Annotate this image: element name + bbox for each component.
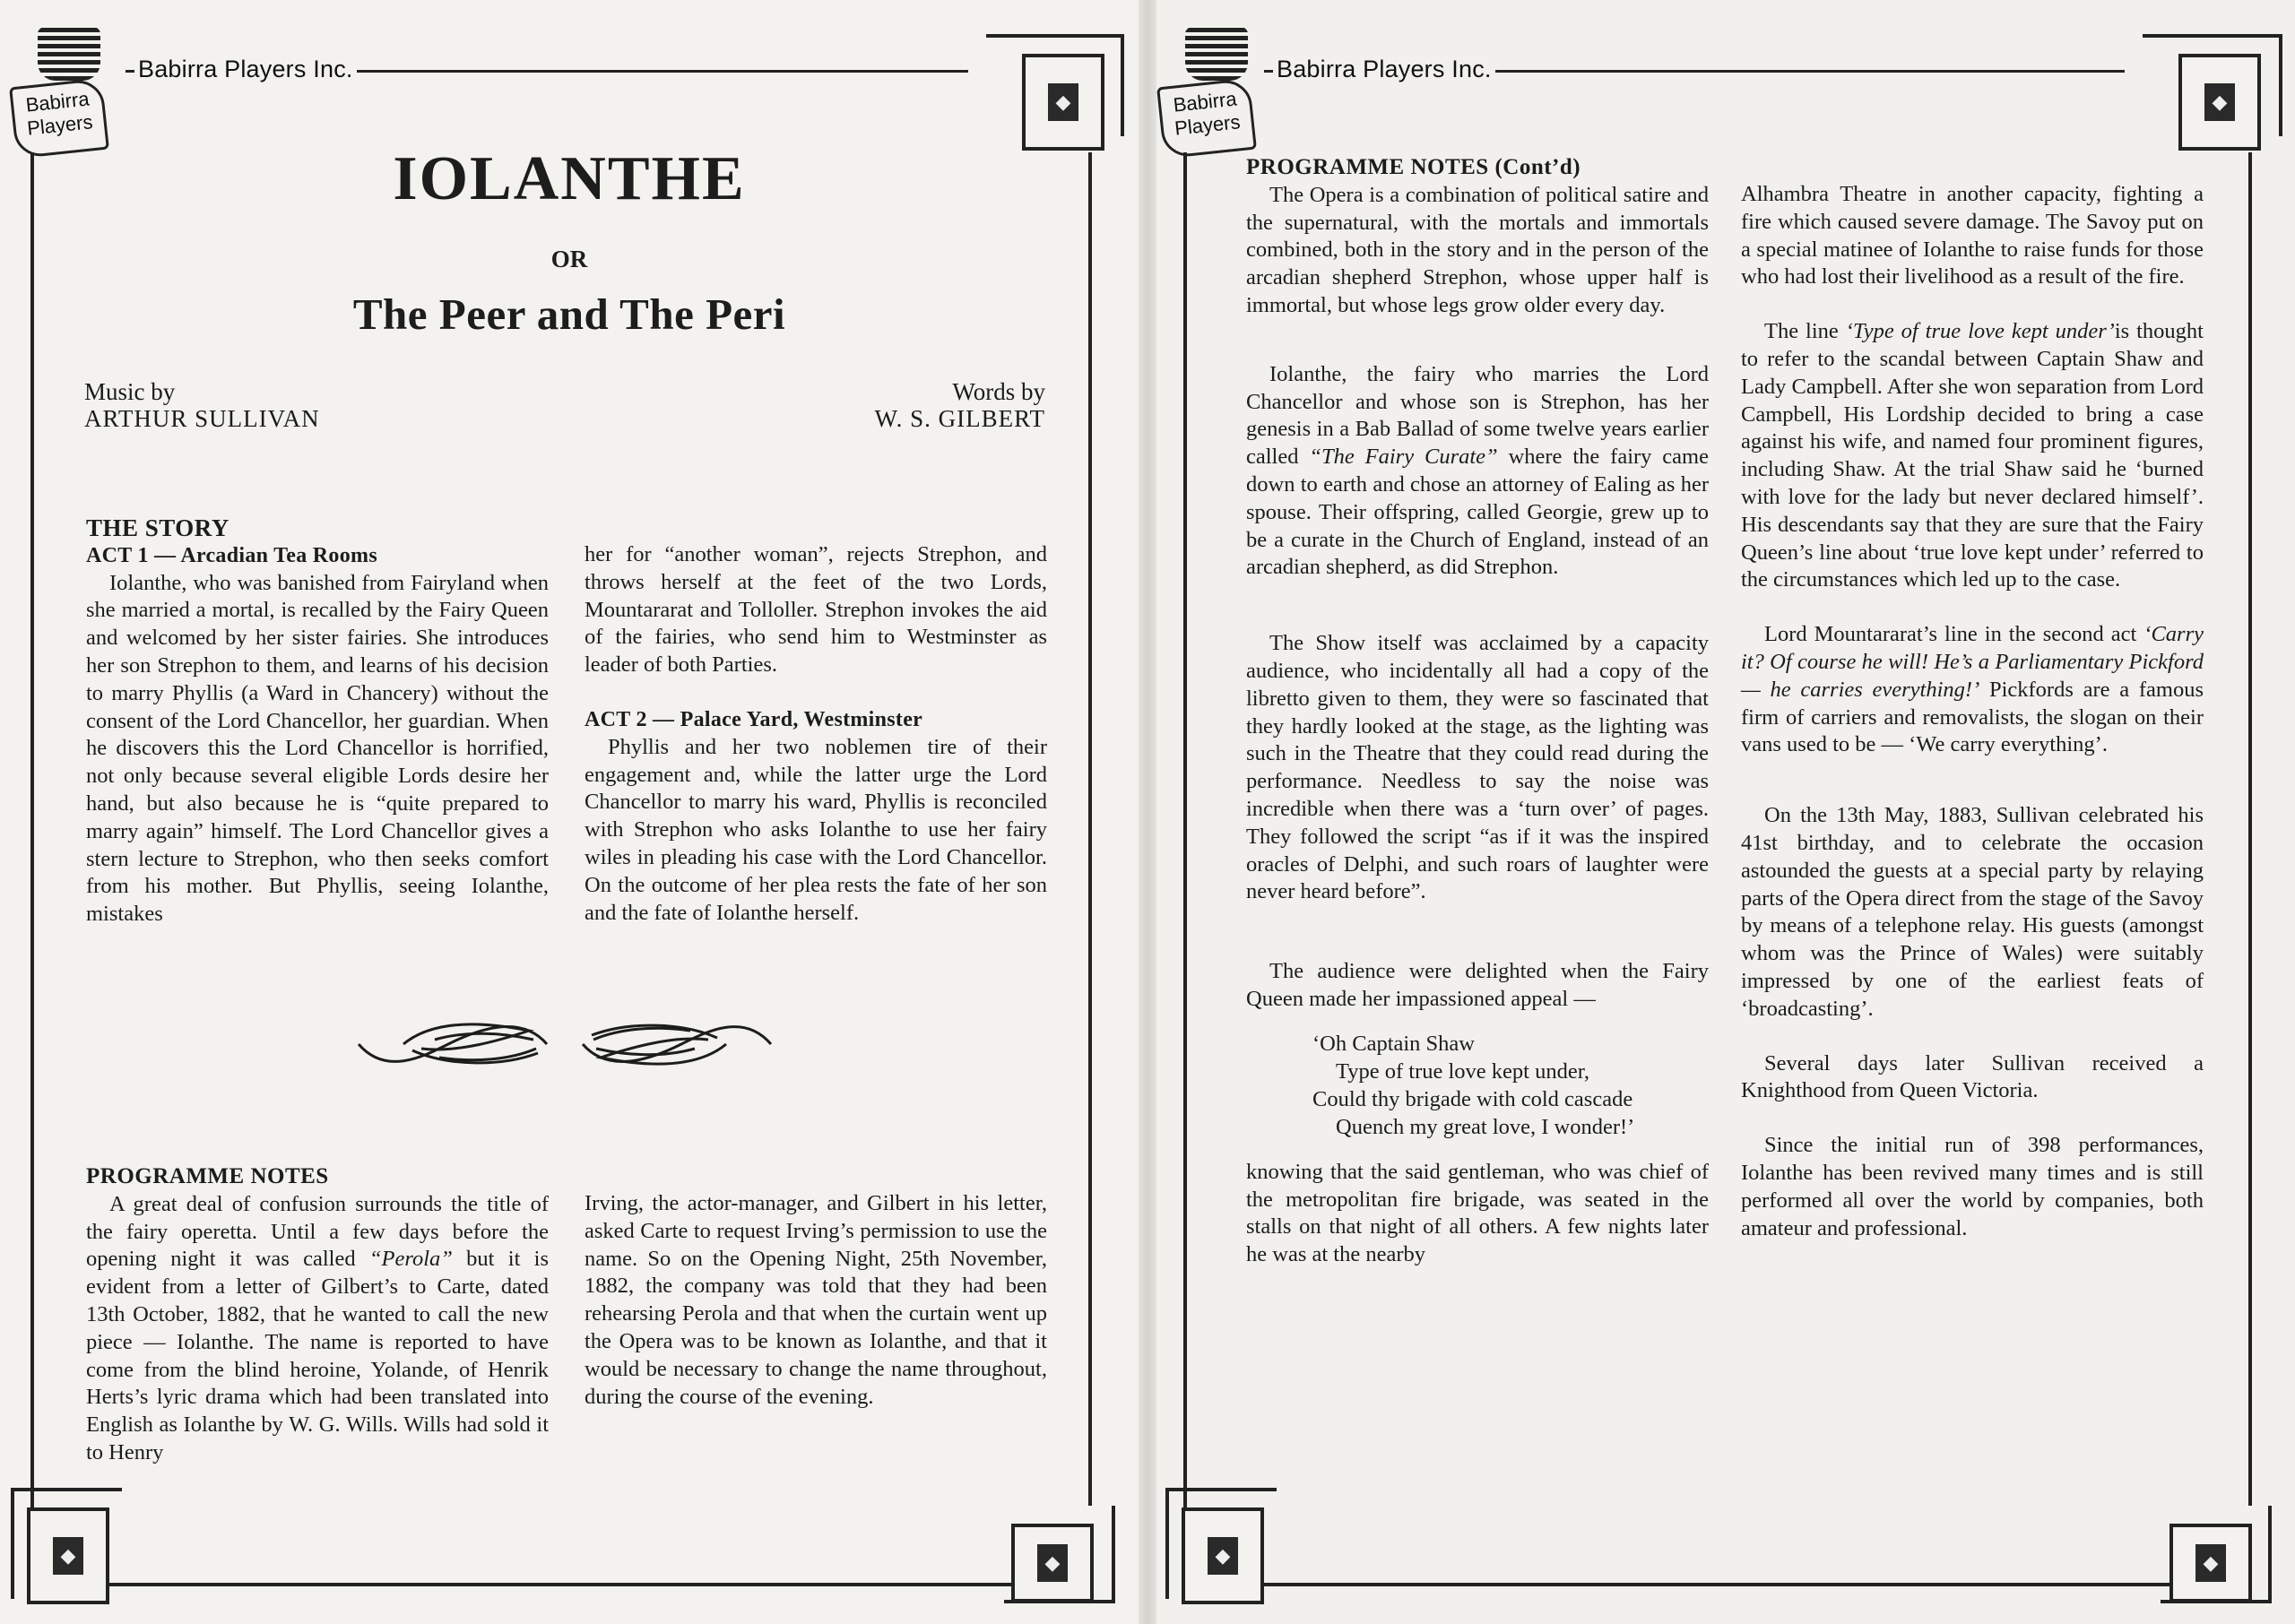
perola-title: “Perola” — [368, 1247, 453, 1272]
programme-notes-cont-heading: PROGRAMME NOTES (Cont’d) — [1246, 155, 1581, 179]
left-page — [0, 0, 1139, 1624]
corner-ornament-bottom-left — [27, 1507, 109, 1604]
fairy-curate-title: “The Fairy Curate” — [1309, 445, 1498, 470]
story-column-2 — [585, 541, 1047, 927]
logo-scroll: Babirra Players — [9, 78, 109, 159]
page-gutter — [1139, 0, 1156, 1624]
act1-heading: ACT 1 — Arcadian Tea Rooms — [86, 543, 377, 567]
notes-paragraph-6: Alhambra Theatre in another capacity, fighting a fire which caused severe damage. The Savoy put on a special matinee of Iolanthe to raise funds for those who had lost their livelihood as a result of the fire. — [1741, 182, 2204, 289]
captain-shaw-verse — [1312, 1030, 1709, 1141]
quote-carry-it: ‘Carry it? Of course he will! He’s a Parliamentary Pickford — he carries everything!’ — [1741, 622, 2204, 702]
notes-paragraph-10: Several days later Sullivan received a Knighthood from Queen Victoria. — [1741, 1050, 2204, 1103]
corner-ornament-top-right — [2178, 54, 2261, 151]
words-label: Words by — [952, 378, 1045, 405]
notes-column-2 — [585, 1190, 1047, 1411]
diamond-icon: ◆ — [53, 1537, 83, 1575]
story-heading: THE STORY — [86, 514, 230, 541]
corner-ornament-bottom-right — [1011, 1524, 1094, 1602]
notes-paragraph-8: Lord Mountararat’s line in the second act ‘Carry it? Of course he will! He’s a Parliamentary Pickford — he carries everything!’ Pickfords are a famous firm of carriers and removalists, the slogan on their vans used to be — ‘We carry everything’. — [1741, 622, 2204, 757]
page-title: IOLANTHE — [393, 144, 746, 213]
notes-cont-column-2 — [1741, 181, 2204, 1242]
notes-paragraph-11: Since the initial run of 398 performances, Iolanthe has been revived many times and is still performed all over the world by companies, both amateur and professional. — [1741, 1133, 2204, 1240]
subtitle: The Peer and The Peri — [352, 289, 786, 339]
theatre-masks-icon — [1185, 27, 1248, 81]
brand-name: Babirra Players Inc. — [134, 56, 357, 83]
notes-cont-column-1 — [1246, 154, 1709, 1269]
title-or: OR — [550, 246, 588, 272]
notes-paragraph-5: knowing that the said gentleman, who was chief of the metropolitan fire brigade, was seated in the stalls on that night of all others. A few nights later he was at the nearby — [1246, 1159, 1709, 1267]
verse-line: Type of true love kept under, — [1336, 1058, 1590, 1084]
verse-line: Could thy brigade with cold cascade — [1312, 1086, 1633, 1111]
babirra-logo — [0, 27, 134, 148]
logo-scroll: Babirra Players — [1156, 78, 1257, 159]
verse-line: ‘Oh Captain Shaw — [1312, 1031, 1475, 1056]
notes-column-1 — [86, 1163, 549, 1467]
corner-ornament-top-right — [1022, 54, 1104, 151]
theatre-masks-icon — [38, 27, 100, 81]
music-composer: ARTHUR SULLIVAN — [84, 405, 320, 432]
diamond-icon: ◆ — [1208, 1537, 1238, 1575]
notes-paragraph-4: The audience were delighted when the Fairy Queen made her impassioned appeal — — [1246, 959, 1709, 1011]
quote-type-of-true-love: ‘Type of true love kept under’ — [1845, 319, 2115, 344]
act2-text: Phyllis and her two noblemen tire of their engagement and, while the latter urge the Lord Chancellor to marry his ward, Phyllis is reconciled with Strephon who asks Iolanthe to use her fairy wiles in pleading his case with the Lord Chancellor. On the outcome of her plea rests the fate of her son and the fate of Iolanthe herself. — [585, 734, 1047, 925]
notes-paragraph-7: The line ‘Type of true love kept under’is thought to refer to the scandal between Captain Shaw and Lady Campbell. After she won separation from Lord Campbell, His Lordship decided to bring a case against his wife, and named four prominent figures, including Shaw. At the trial Shaw said he ‘burned with love for the lady but never declared himself’. His descendants say that they are sure that the Fairy Queen’s line about ‘true love kept under’ referred to the circumstances which led up to the case. — [1741, 319, 2204, 592]
right-page — [1156, 0, 2295, 1624]
programme-notes-heading: PROGRAMME NOTES — [86, 1164, 329, 1188]
verse-line: Quench my great love, I wonder!’ — [1336, 1114, 1635, 1139]
notes-text-part1: A great deal of confusion surrounds the title of the fairy operetta. Until a few days before the opening night it was called “Perola” but it is evident from a letter of Gilbert’s to Carte, dated 13th October, 1882, that he wanted to call the new piece — Iolanthe. The name is reported to have come from the blind heroine, Yolande, of Henrik Herts’s lyric drama which had been translated into English as Iolanthe by W. G. Wills. Wills had sold it to Henry — [86, 1191, 549, 1464]
babirra-logo — [1148, 27, 1282, 148]
corner-ornament-bottom-right — [2169, 1524, 2252, 1602]
notes-paragraph-9: On the 13th May, 1883, Sullivan celebrated his 41st birthday, and to celebrate the occasion astounded the guests at a special party by relaying parts of the Opera direct from the stage of the Savoy by means of a telephone relay. His guests (amongst whom was the Prince of Wales) were suitably impressed by one of the earliest feats of ‘broadcasting’. — [1741, 803, 2204, 1021]
brand-name: Babirra Players Inc. — [1273, 56, 1495, 83]
act1-text-part1: Iolanthe, who was banished from Fairyland when she married a mortal, is recalled by the Fairy Queen and welcomed by her sister fairies. She introduces her son Strephon to them, and learns of his decision to marry Phyllis (a Ward in Chancery) without the consent of the Lord Chancellor, her guardian. When he discovers this the Lord Chancellor is horrified, not only because several eligible Lords desire her hand, but also because he is “quite prepared to marry again” himself. The Lord Chancellor gives a stern lecture to Strephon, who then seeks comfort from his mother. But Phyllis, seeing Iolanthe, mistakes — [86, 570, 549, 927]
music-label: Music by — [84, 378, 176, 405]
diamond-icon: ◆ — [2195, 1544, 2226, 1582]
notes-text-part2: Irving, the actor-manager, and Gilbert in his letter, asked Carte to request Irving’s permission to use the name. So on the Opening Night, 25th November, 1882, the company was told that they had been rehearsing Perola and that when the curtain went up the Opera was to be known as Iolanthe, and that it would be necessary to change the name throughout, during the course of the evening. — [585, 1191, 1047, 1409]
diamond-icon: ◆ — [1037, 1544, 1068, 1582]
diamond-icon: ◆ — [1048, 83, 1078, 121]
notes-paragraph-3: The Show itself was acclaimed by a capacity audience, who incidentally all had a copy of the libretto given to them, they were so fascinated that they hardly looked at the stage, as the lighting was such in the Theatre that they could read during the performance. Needless to say the noise was incredible when there was a ‘turn over’ of pages. They followed the script “as if it was the inspired oracles of Delphi, and such roars of laughter were never heard before”. — [1246, 631, 1709, 904]
notes-paragraph-1: The Opera is a combination of political satire and the supernatural, with the mortals and immortals combined, both in the story and in the person of the arcadian shepherd Strephon, whose upper half is immortal, but whose legs grow older every day. — [1246, 182, 1709, 317]
diamond-icon: ◆ — [2204, 83, 2235, 121]
notes-paragraph-2: Iolanthe, the fairy who marries the Lord Chancellor and whose son is Strephon, has her genesis in a Bab Ballad of some twelve years earlier called “The Fairy Curate” where the fairy came down to earth and chose an attorney of Ealing as her spouse. Their offspring, called Georgie, grew up to be a curate in the Church of England, instead of an arcadian shepherd, as did Strephon. — [1246, 361, 1709, 580]
corner-ornament-bottom-left — [1182, 1507, 1264, 1604]
story-column-1 — [86, 514, 549, 929]
act2-heading: ACT 2 — Palace Yard, Westminster — [585, 707, 923, 731]
act1-text-part2: her for “another woman”, rejects Strephon, and throws herself at the feet of the two Lords, Mountararat and Tolloller. Strephon invokes the aid of the fairies, who send him to Westminster as leader of both Parties. — [585, 542, 1047, 678]
flourish-ornament — [350, 1004, 780, 1084]
words-author: W. S. GILBERT — [874, 405, 1045, 432]
